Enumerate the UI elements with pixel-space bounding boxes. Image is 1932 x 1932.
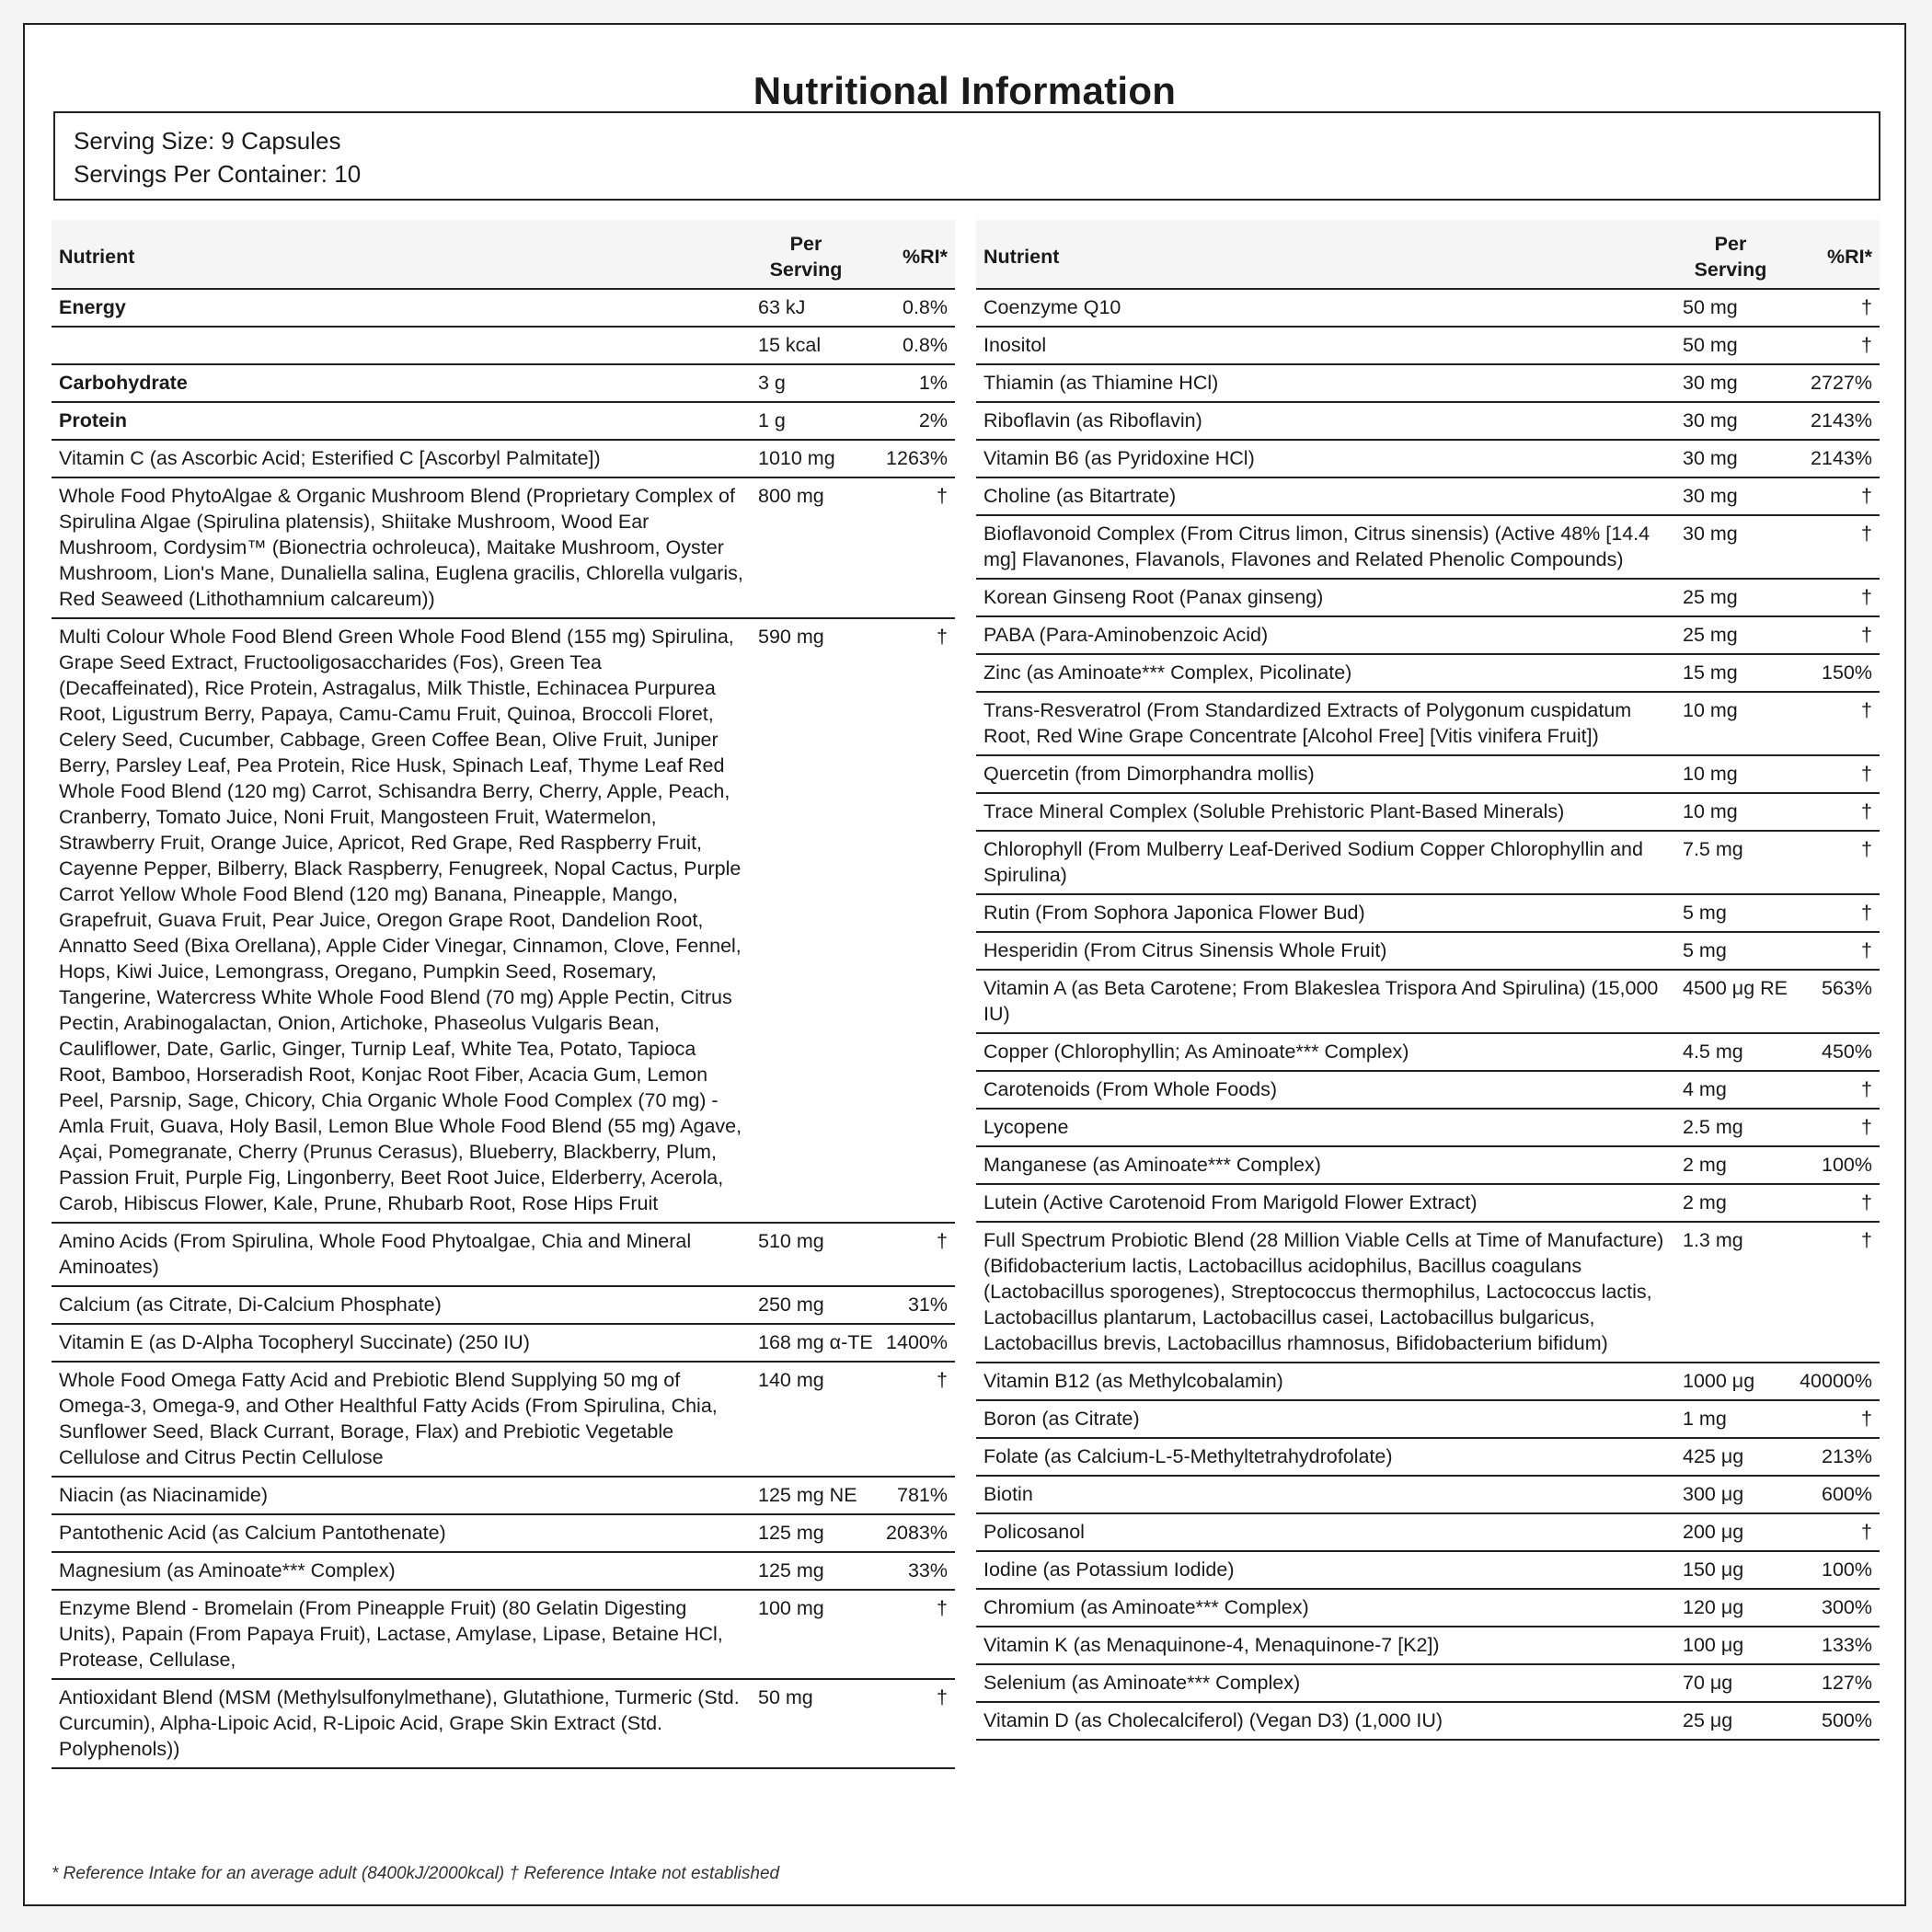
per-serving-value: 50 mg xyxy=(1675,289,1786,327)
ri-value: 1263% xyxy=(861,440,955,477)
ri-value: 2727% xyxy=(1786,364,1880,402)
per-serving-value: 150 μg xyxy=(1675,1551,1786,1589)
ri-value: † xyxy=(1786,327,1880,364)
nutrient-name: Biotin xyxy=(976,1476,1675,1513)
ri-value: † xyxy=(1786,1513,1880,1551)
per-serving-value: 200 μg xyxy=(1675,1513,1786,1551)
nutrient-name: Vitamin B6 (as Pyridoxine HCl) xyxy=(976,440,1675,477)
table-row xyxy=(976,327,1880,364)
nutrient-name: Trans-Resveratrol (From Standardized Extracts of Polygonum cuspidatum Root, Red Wine Grape Concentrate [Alcohol Free] [Vitis vinifera Fruit]) xyxy=(976,692,1675,755)
table-row xyxy=(976,289,1880,327)
per-serving-value: 140 mg xyxy=(751,1362,861,1477)
nutrient-name: Amino Acids (From Spirulina, Whole Food Phytoalgae, Chia and Mineral Aminoates) xyxy=(52,1223,751,1286)
ri-value: 40000% xyxy=(1786,1363,1880,1400)
nutrient-name: Folate (as Calcium-L-5-Methyltetrahydrofolate) xyxy=(976,1438,1675,1476)
ri-value: † xyxy=(1786,932,1880,970)
per-serving-value: 168 mg α-TE xyxy=(751,1324,861,1362)
per-serving-value: 5 mg xyxy=(1675,932,1786,970)
nutrient-name: Thiamin (as Thiamine HCl) xyxy=(976,364,1675,402)
table-row xyxy=(976,1222,1880,1363)
per-serving-value: 100 mg xyxy=(751,1590,861,1679)
per-serving-value: 2.5 mg xyxy=(1675,1109,1786,1146)
ri-value: 0.8% xyxy=(861,289,955,327)
serving-info-box xyxy=(53,111,1880,201)
table-row xyxy=(976,1513,1880,1551)
ri-value: † xyxy=(1786,755,1880,793)
per-serving-value: 50 mg xyxy=(1675,327,1786,364)
per-serving-value: 10 mg xyxy=(1675,793,1786,831)
ri-value: † xyxy=(1786,579,1880,616)
table-row xyxy=(976,1363,1880,1400)
nutrient-name: Energy xyxy=(52,289,751,327)
table-row xyxy=(52,327,955,364)
ri-value: 2083% xyxy=(861,1514,955,1552)
table-row xyxy=(976,477,1880,515)
table-row xyxy=(976,932,1880,970)
nutrient-name: Pantothenic Acid (as Calcium Pantothenate) xyxy=(52,1514,751,1552)
table-row xyxy=(52,364,955,402)
table-row xyxy=(976,1071,1880,1109)
nutrient-name: Carotenoids (From Whole Foods) xyxy=(976,1071,1675,1109)
left-nutrient-table-container xyxy=(52,220,955,1769)
ri-value: † xyxy=(1786,894,1880,932)
nutrient-name: Vitamin K (as Menaquinone-4, Menaquinone-7 [K2]) xyxy=(976,1627,1675,1664)
table-row xyxy=(976,692,1880,755)
per-serving-value: 10 mg xyxy=(1675,755,1786,793)
nutrient-name: Vitamin A (as Beta Carotene; From Blakeslea Trispora And Spirulina) (15,000 IU) xyxy=(976,970,1675,1033)
ri-value: 133% xyxy=(1786,1627,1880,1664)
table-row xyxy=(52,1552,955,1590)
table-row xyxy=(52,1679,955,1768)
per-serving-value: 1010 mg xyxy=(751,440,861,477)
table-row xyxy=(52,1362,955,1477)
nutrient-name: Chromium (as Aminoate*** Complex) xyxy=(976,1589,1675,1627)
nutrient-name: Hesperidin (From Citrus Sinensis Whole Fruit) xyxy=(976,932,1675,970)
table-row xyxy=(976,1033,1880,1071)
table-row xyxy=(976,970,1880,1033)
nutrient-name: Lycopene xyxy=(976,1109,1675,1146)
ri-value: 500% xyxy=(1786,1702,1880,1740)
table-header-row xyxy=(52,220,955,289)
nutrient-name: Copper (Chlorophyllin; As Aminoate*** Complex) xyxy=(976,1033,1675,1071)
ri-value: 100% xyxy=(1786,1146,1880,1184)
ri-value: 450% xyxy=(1786,1033,1880,1071)
per-serving-value: 25 μg xyxy=(1675,1702,1786,1740)
ri-value: † xyxy=(861,1590,955,1679)
ri-value: † xyxy=(861,618,955,1223)
table-row xyxy=(52,440,955,477)
ri-value: 2143% xyxy=(1786,402,1880,440)
right-nutrient-table-container xyxy=(976,220,1880,1741)
table-row xyxy=(976,616,1880,654)
nutrient-name: Antioxidant Blend (MSM (Methylsulfonylmethane), Glutathione, Turmeric (Std. Curcumin), Alpha-Lipoic Acid, R-Lipoic Acid, Grape Skin Extract (Std. Polyphenols)) xyxy=(52,1679,751,1768)
ri-value: † xyxy=(861,1679,955,1768)
table-row xyxy=(52,1477,955,1514)
right-table-body xyxy=(976,289,1880,1740)
table-row xyxy=(976,1438,1880,1476)
per-serving-value: 15 mg xyxy=(1675,654,1786,692)
per-serving-value: 25 mg xyxy=(1675,616,1786,654)
header-per-serving: Per Serving xyxy=(751,220,861,289)
table-row xyxy=(976,1627,1880,1664)
ri-value: † xyxy=(1786,1400,1880,1438)
ri-value: 31% xyxy=(861,1286,955,1324)
table-row xyxy=(52,1590,955,1679)
header-nutrient: Nutrient xyxy=(52,220,751,289)
per-serving-value: 125 mg NE xyxy=(751,1477,861,1514)
per-serving-value: 2 mg xyxy=(1675,1146,1786,1184)
table-row xyxy=(976,793,1880,831)
nutrient-name: Trace Mineral Complex (Soluble Prehistoric Plant-Based Minerals) xyxy=(976,793,1675,831)
ri-value: † xyxy=(1786,831,1880,894)
table-row xyxy=(976,1551,1880,1589)
table-row xyxy=(52,1324,955,1362)
nutrient-name: Vitamin E (as D-Alpha Tocopheryl Succinate) (250 IU) xyxy=(52,1324,751,1362)
table-row xyxy=(976,1476,1880,1513)
table-row xyxy=(976,515,1880,579)
nutrient-name: Protein xyxy=(52,402,751,440)
ri-value: 300% xyxy=(1786,1589,1880,1627)
ri-value: 2% xyxy=(861,402,955,440)
ri-value: † xyxy=(861,1362,955,1477)
ri-value: † xyxy=(1786,1071,1880,1109)
table-row xyxy=(976,1184,1880,1222)
table-row xyxy=(976,579,1880,616)
ri-value: † xyxy=(1786,1222,1880,1363)
nutrient-name: Vitamin B12 (as Methylcobalamin) xyxy=(976,1363,1675,1400)
nutrient-name: Policosanol xyxy=(976,1513,1675,1551)
page-title: Nutritional Information xyxy=(753,69,1177,112)
nutrient-name: Korean Ginseng Root (Panax ginseng) xyxy=(976,579,1675,616)
per-serving-value: 250 mg xyxy=(751,1286,861,1324)
header-ri: %RI* xyxy=(861,220,955,289)
table-row xyxy=(976,440,1880,477)
per-serving-value: 5 mg xyxy=(1675,894,1786,932)
nutrient-name: Carbohydrate xyxy=(52,364,751,402)
per-serving-value: 50 mg xyxy=(751,1679,861,1768)
ri-value: † xyxy=(1786,1109,1880,1146)
table-row xyxy=(976,1702,1880,1740)
per-serving-value: 30 mg xyxy=(1675,364,1786,402)
per-serving-value: 125 mg xyxy=(751,1552,861,1590)
per-serving-value: 3 g xyxy=(751,364,861,402)
per-serving-value: 15 kcal xyxy=(751,327,861,364)
table-row xyxy=(976,654,1880,692)
nutrient-name: Lutein (Active Carotenoid From Marigold Flower Extract) xyxy=(976,1184,1675,1222)
per-serving-value: 30 mg xyxy=(1675,477,1786,515)
table-row xyxy=(52,1514,955,1552)
left-nutrient-table xyxy=(52,220,955,1769)
nutrient-name: Vitamin C (as Ascorbic Acid; Esterified C [Ascorbyl Palmitate]) xyxy=(52,440,751,477)
servings-per-container: Servings Per Container: 10 xyxy=(74,160,362,188)
ri-value: 1% xyxy=(861,364,955,402)
table-row xyxy=(976,402,1880,440)
nutrient-name: Full Spectrum Probiotic Blend (28 Million Viable Cells at Time of Manufacture) (Bifidobacterium lactis, Lactobacillus acidophilus, Bacillus coagulans (Lactobacillus sporogenes), Streptococcus thermophilus, Lactococcus lactis, Lactobacillus plantarum, Lactobacillus casei, Lactobacillus bulgaricus, Lactobacillus brevis, Lactobacillus rhamnosus, Bifidobacterium bifidum) xyxy=(976,1222,1675,1363)
ri-value: † xyxy=(1786,616,1880,654)
ri-value: 213% xyxy=(1786,1438,1880,1476)
ri-value: 781% xyxy=(861,1477,955,1514)
header-ri: %RI* xyxy=(1786,220,1880,289)
per-serving-value: 300 μg xyxy=(1675,1476,1786,1513)
nutrient-name: Quercetin (from Dimorphandra mollis) xyxy=(976,755,1675,793)
ri-value: † xyxy=(861,1223,955,1286)
ri-value: 127% xyxy=(1786,1664,1880,1702)
table-row xyxy=(976,831,1880,894)
per-serving-value: 120 μg xyxy=(1675,1589,1786,1627)
per-serving-value: 63 kJ xyxy=(751,289,861,327)
per-serving-value: 590 mg xyxy=(751,618,861,1223)
nutrient-name: Niacin (as Niacinamide) xyxy=(52,1477,751,1514)
per-serving-value: 800 mg xyxy=(751,477,861,618)
ri-value: † xyxy=(1786,515,1880,579)
nutrient-name: Choline (as Bitartrate) xyxy=(976,477,1675,515)
table-row xyxy=(52,1223,955,1286)
ri-value: † xyxy=(1786,1184,1880,1222)
ri-value: † xyxy=(1786,289,1880,327)
per-serving-value: 4500 μg RE xyxy=(1675,970,1786,1033)
per-serving-value: 70 μg xyxy=(1675,1664,1786,1702)
per-serving-value: 2 mg xyxy=(1675,1184,1786,1222)
nutrient-name xyxy=(52,327,751,364)
ri-value: 1400% xyxy=(861,1324,955,1362)
nutrient-name: Vitamin D (as Cholecalciferol) (Vegan D3) (1,000 IU) xyxy=(976,1702,1675,1740)
nutrient-name: Inositol xyxy=(976,327,1675,364)
table-row xyxy=(52,1286,955,1324)
table-row xyxy=(52,289,955,327)
ri-value: † xyxy=(1786,692,1880,755)
nutrient-name: Chlorophyll (From Mulberry Leaf-Derived Sodium Copper Chlorophyllin and Spirulina) xyxy=(976,831,1675,894)
header-nutrient: Nutrient xyxy=(976,220,1675,289)
nutrient-name: Enzyme Blend - Bromelain (From Pineapple Fruit) (80 Gelatin Digesting Units), Papain (From Papaya Fruit), Lactase, Amylase, Lipase, Betaine HCl, Protease, Cellulase, xyxy=(52,1590,751,1679)
nutrient-name: Zinc (as Aminoate*** Complex, Picolinate) xyxy=(976,654,1675,692)
table-row xyxy=(976,364,1880,402)
table-row xyxy=(976,755,1880,793)
table-row xyxy=(976,1664,1880,1702)
ri-value: † xyxy=(1786,793,1880,831)
per-serving-value: 510 mg xyxy=(751,1223,861,1286)
per-serving-value: 4 mg xyxy=(1675,1071,1786,1109)
nutrient-name: Calcium (as Citrate, Di-Calcium Phosphate) xyxy=(52,1286,751,1324)
nutrient-name: Whole Food Omega Fatty Acid and Prebiotic Blend Supplying 50 mg of Omega-3, Omega-9, and Other Healthful Fatty Acids (From Spirulina, Chia, Sunflower Seed, Black Currant, Borage, Flax) and Prebiotic Vegetable Cellulose and Citrus Pectin Cellulose xyxy=(52,1362,751,1477)
ri-value: 33% xyxy=(861,1552,955,1590)
per-serving-value: 30 mg xyxy=(1675,515,1786,579)
ri-value: 2143% xyxy=(1786,440,1880,477)
table-header-row xyxy=(976,220,1880,289)
per-serving-value: 7.5 mg xyxy=(1675,831,1786,894)
nutrient-name: Rutin (From Sophora Japonica Flower Bud) xyxy=(976,894,1675,932)
table-row xyxy=(52,402,955,440)
nutrient-name: Manganese (as Aminoate*** Complex) xyxy=(976,1146,1675,1184)
nutrient-name: Riboflavin (as Riboflavin) xyxy=(976,402,1675,440)
nutrient-name: Boron (as Citrate) xyxy=(976,1400,1675,1438)
ri-value: 600% xyxy=(1786,1476,1880,1513)
ri-value: † xyxy=(861,477,955,618)
nutrient-name: Magnesium (as Aminoate*** Complex) xyxy=(52,1552,751,1590)
left-table-body xyxy=(52,289,955,1768)
per-serving-value: 1 mg xyxy=(1675,1400,1786,1438)
per-serving-value: 1.3 mg xyxy=(1675,1222,1786,1363)
nutrient-name: Selenium (as Aminoate*** Complex) xyxy=(976,1664,1675,1702)
nutrient-name: Coenzyme Q10 xyxy=(976,289,1675,327)
ri-value: 563% xyxy=(1786,970,1880,1033)
ri-value: 0.8% xyxy=(861,327,955,364)
nutrient-name: Whole Food PhytoAlgae & Organic Mushroom Blend (Proprietary Complex of Spirulina Algae (Spirulina platensis), Shiitake Mushroom, Wood Ear Mushroom, Cordysim™ (Bionectria ochroleuca), Maitake Mushroom, Oyster Mushroom, Lion's Mane, Dunaliella salina, Euglena gracilis, Chlorella vulgaris, Red Seaweed (Lithothamnium calcareum)) xyxy=(52,477,751,618)
table-row xyxy=(52,477,955,618)
ri-value: † xyxy=(1786,477,1880,515)
nutrient-name: Multi Colour Whole Food Blend Green Whole Food Blend (155 mg) Spirulina, Grape Seed Extract, Fructooligosaccharides (Fos), Green Tea (Decaffeinated), Rice Protein, Astragalus, Milk Thistle, Echinacea Purpurea Root, Ligustrum Berry, Papaya, Camu-Camu Fruit, Quinoa, Broccoli Floret, Celery Seed, Cucumber, Cabbage, Green Coffee Bean, Olive Fruit, Juniper Berry, Parsley Leaf, Pea Protein, Rice Husk, Spinach Leaf, Thyme Leaf Red Whole Food Blend (120 mg) Carrot, Schisandra Berry, Cherry, Apple, Peach, Cranberry, Tomato Juice, Noni Fruit, Mangosteen Fruit, Watermelon, Strawberry Fruit, Orange Juice, Apricot, Red Grape, Red Raspberry Fruit, Cayenne Pepper, Bilberry, Black Raspberry, Fenugreek, Nopal Cactus, Purple Carrot Yellow Whole Food Blend (120 mg) Banana, Pineapple, Mango, Grapefruit, Guava Fruit, Pear Juice, Oregon Grape Root, Dandelion Root, Annatto Seed (Bixa Orellana), Apple Cider Vinegar, Cinnamon, Clove, Fennel, Hops, Kiwi Juice, Lemongrass, Oregano, Pumpkin Seed, Rosemary, Tangerine, Watercress White Whole Food Blend (70 mg) Apple Pectin, Citrus Pectin, Arabinogalactan, Onion, Artichoke, Phaseolus Vulgaris Bean, Cauliflower, Date, Garlic, Ginger, Turnip Leaf, White Tea, Potato, Tapioca Root, Bamboo, Horseradish Root, Konjac Root Fiber, Acacia Gum, Lemon Peel, Parsnip, Sage, Chicory, Chia Organic Whole Food Complex (70 mg) - Amla Fruit, Guava, Holy Basil, Lemon Blue Whole Food Blend (55 mg) Agave, Açai, Pomegranate, Cherry (Prunus Cerasus), Blueberry, Blackberry, Plum, Passion Fruit, Purple Fig, Lingonberry, Beet Root Juice, Elderberry, Acerola, Carob, Hibiscus Flower, Kale, Prune, Rhubarb Root, Rose Hips Fruit xyxy=(52,618,751,1223)
per-serving-value: 100 μg xyxy=(1675,1627,1786,1664)
nutrient-name: Iodine (as Potassium Iodide) xyxy=(976,1551,1675,1589)
ri-value: 100% xyxy=(1786,1551,1880,1589)
ri-value: 150% xyxy=(1786,654,1880,692)
serving-size: Serving Size: 9 Capsules xyxy=(74,127,341,155)
per-serving-value: 4.5 mg xyxy=(1675,1033,1786,1071)
per-serving-value: 125 mg xyxy=(751,1514,861,1552)
table-row xyxy=(976,1589,1880,1627)
per-serving-value: 25 mg xyxy=(1675,579,1786,616)
footnote: * Reference Intake for an average adult (8400kJ/2000kcal) † Reference Intake not established xyxy=(52,1864,780,1883)
per-serving-value: 30 mg xyxy=(1675,440,1786,477)
header-per-serving: Per Serving xyxy=(1675,220,1786,289)
table-row xyxy=(976,894,1880,932)
table-row xyxy=(976,1109,1880,1146)
per-serving-value: 1000 μg xyxy=(1675,1363,1786,1400)
nutrient-name: PABA (Para-Aminobenzoic Acid) xyxy=(976,616,1675,654)
table-row xyxy=(52,618,955,1223)
nutrient-name: Bioflavonoid Complex (From Citrus limon, Citrus sinensis) (Active 48% [14.4 mg] Flavanones, Flavanols, Flavones and Related Phenolic Compounds) xyxy=(976,515,1675,579)
per-serving-value: 10 mg xyxy=(1675,692,1786,755)
per-serving-value: 30 mg xyxy=(1675,402,1786,440)
per-serving-value: 1 g xyxy=(751,402,861,440)
table-row xyxy=(976,1400,1880,1438)
table-row xyxy=(976,1146,1880,1184)
per-serving-value: 425 μg xyxy=(1675,1438,1786,1476)
right-nutrient-table xyxy=(976,220,1880,1741)
